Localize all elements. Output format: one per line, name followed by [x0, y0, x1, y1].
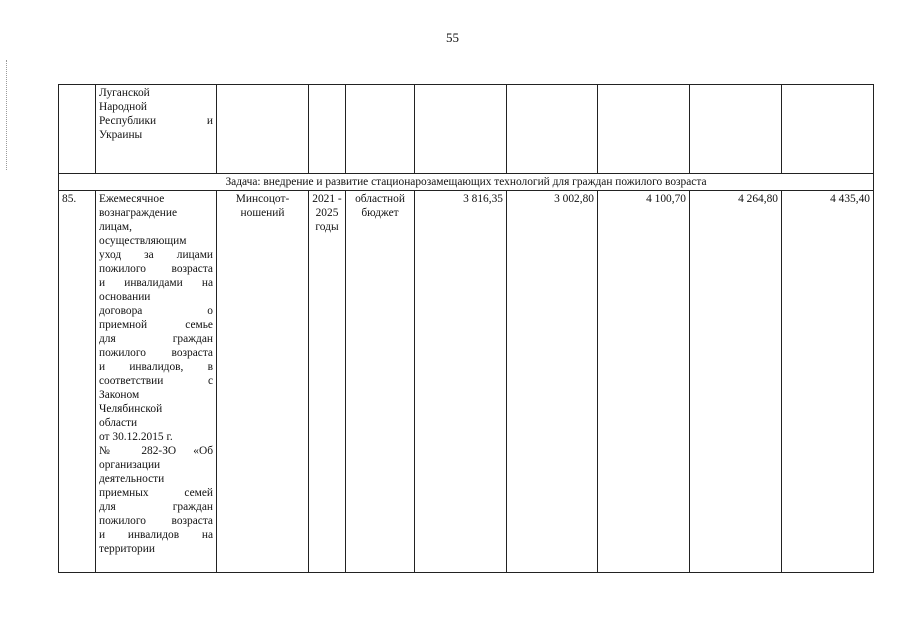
cont-num-cell: [59, 85, 96, 174]
description-line: для граждан: [99, 333, 213, 345]
cont-value-cell: [415, 85, 507, 174]
cont-value-cell: [782, 85, 874, 174]
executor-line: Минсоцот-: [235, 193, 290, 205]
cont-value-cell: [598, 85, 690, 174]
description-line: и инвалидов, в: [99, 361, 213, 373]
cont-period-cell: [309, 85, 346, 174]
description-line: лицам,: [99, 221, 132, 233]
description-line: территории: [99, 543, 155, 555]
description-line: Ежемесячное: [99, 193, 165, 205]
description-line: пожилого возраста: [99, 347, 213, 359]
cont-line: Луганской: [99, 87, 150, 99]
continuation-row: [59, 85, 874, 174]
cont-executor-cell: [217, 85, 309, 174]
task-row: [59, 174, 874, 191]
page-number: 55: [446, 30, 459, 45]
description-line: и инвалидами на: [99, 277, 213, 289]
description-line: Челябинской: [99, 403, 163, 415]
row-number: 85.: [59, 191, 96, 573]
executor-line: ношений: [240, 207, 285, 219]
value-year: 4 264,80: [690, 191, 782, 573]
description-line: и инвалидов на: [99, 529, 213, 541]
description-line: пожилого возраста: [99, 515, 213, 527]
description-line: пожилого возраста: [99, 263, 213, 275]
description-line: для граждан: [99, 501, 213, 513]
value-year: 4 100,70: [598, 191, 690, 573]
cont-line: Украины: [99, 129, 143, 141]
description-line: основании: [99, 291, 151, 303]
task-heading: Задача: внедрение и развитие стационарозамещающих технологий для граждан пожилого возраста: [59, 174, 874, 191]
description-line: уход за лицами: [99, 249, 213, 261]
value-total: 3 816,35: [415, 191, 507, 573]
description-line: осуществляющим: [99, 235, 187, 247]
description-line: области: [99, 417, 138, 429]
period-line: 2025: [315, 207, 339, 219]
scan-edge-mark: [6, 60, 8, 170]
cont-line: Народной: [99, 101, 148, 113]
period-line: 2021 -: [312, 193, 342, 205]
cont-value-cell: [690, 85, 782, 174]
measure-description-cell: [96, 191, 217, 573]
value-year: 3 002,80: [507, 191, 598, 573]
executor-cell: [217, 191, 309, 573]
cont-value-cell: [507, 85, 598, 174]
cont-source-cell: [346, 85, 415, 174]
description-line: деятельности: [99, 473, 165, 485]
description-line: приемной семье: [99, 319, 213, 331]
cont-description-cell: [96, 85, 217, 174]
description-line: соответствии с: [99, 375, 213, 387]
cont-line: Республики и: [99, 115, 213, 127]
source-line: бюджет: [361, 207, 399, 219]
program-table: [58, 84, 874, 573]
description-line: от 30.12.2015 г.: [99, 431, 173, 443]
description-line: № 282-ЗО «Об: [99, 445, 213, 457]
period-line: годы: [315, 221, 339, 233]
description-line: Законом: [99, 389, 140, 401]
description-line: приемных семей: [99, 487, 213, 499]
description-line: вознаграждение: [99, 207, 178, 219]
value-year: 4 435,40: [782, 191, 874, 573]
table-row-85: [59, 191, 874, 573]
period-cell: [309, 191, 346, 573]
source-line: областной: [355, 193, 405, 205]
description-line: договора о: [99, 305, 213, 317]
funding-source-cell: [346, 191, 415, 573]
description-line: организации: [99, 459, 161, 471]
